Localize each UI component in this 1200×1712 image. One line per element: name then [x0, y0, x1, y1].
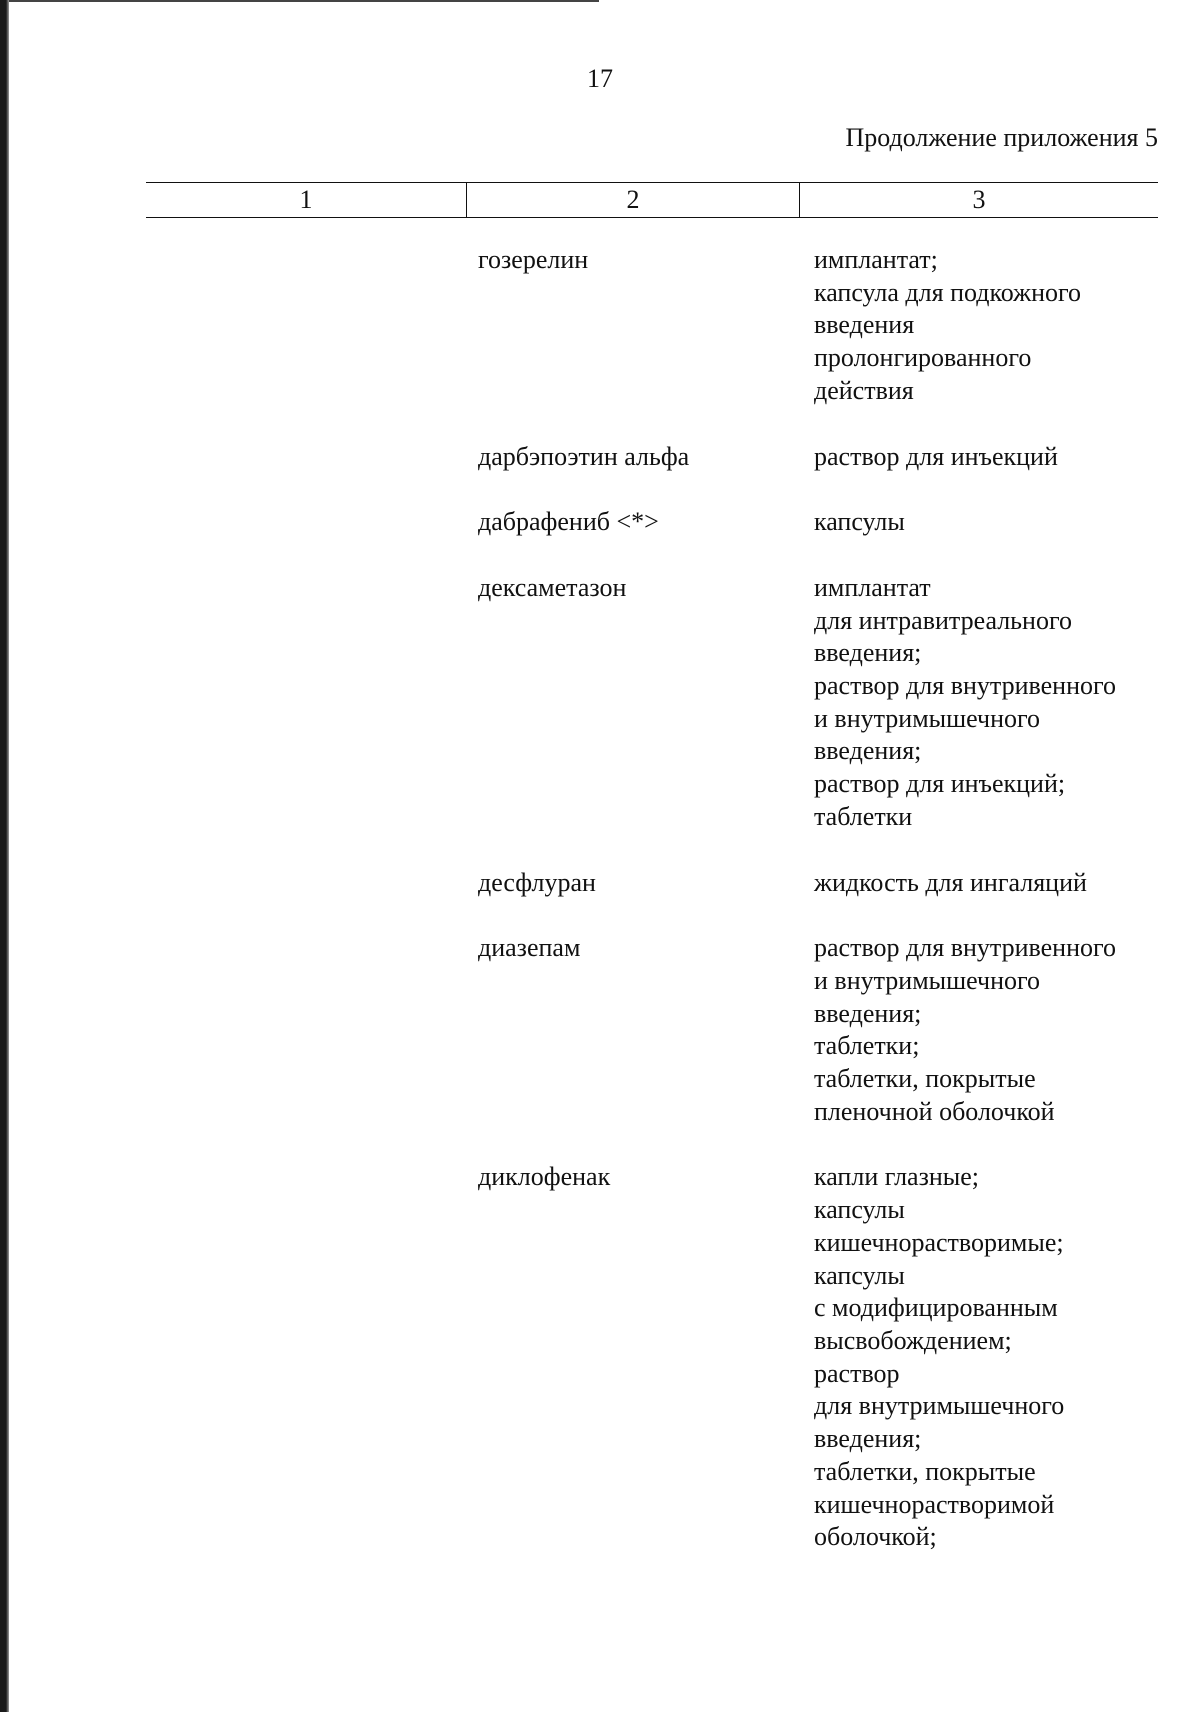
dosage-forms: [814, 506, 1174, 539]
dosage-form-line: введения: [814, 310, 915, 340]
table-row: [0, 867, 1200, 900]
dosage-form-line: таблетки, покрытые: [814, 1456, 1036, 1486]
dosage-form-line: введения;: [814, 1424, 922, 1454]
dosage-forms: [814, 867, 1174, 900]
dosage-form-line: капсулы: [814, 1195, 905, 1225]
dosage-form-line: и внутримышечного: [814, 965, 1041, 995]
drug-name: дабрафениб <*>: [478, 507, 659, 537]
dosage-form-line: раствор для внутривенного: [814, 933, 1116, 963]
dosage-form-line: для внутримышечного: [814, 1391, 1065, 1421]
dosage-form-line: для интравитреального: [814, 605, 1072, 635]
drug-name: дарбэпоэтин альфа: [478, 441, 690, 471]
dosage-form-line: и внутримышечного: [814, 703, 1041, 733]
table-row: [0, 1161, 1200, 1553]
dosage-form-line: раствор для инъекций;: [814, 769, 1066, 799]
table-row: [0, 932, 1200, 1128]
drug-name: гозерелин: [478, 245, 589, 274]
dosage-form-line: пролонгированного: [814, 343, 1032, 373]
dosage-form-line: капсула для подкожного: [814, 277, 1082, 307]
dosage-form-line: имплантат;: [814, 245, 938, 274]
dosage-form-line: раствор для внутривенного: [814, 671, 1116, 701]
drug-name: диазепам: [478, 933, 581, 963]
dosage-form-line: действия: [814, 375, 914, 405]
dosage-form-line: раствор для инъекций: [814, 441, 1058, 471]
dosage-form-line: кишечнорастворимой: [814, 1489, 1055, 1519]
dosage-form-line: высвобождением;: [814, 1325, 1012, 1355]
dosage-forms: [814, 244, 1174, 408]
dosage-form-line: введения;: [814, 998, 922, 1028]
drug-name: десфлуран: [478, 867, 596, 897]
dosage-form-line: введения;: [814, 736, 922, 766]
dosage-form-line: кишечнорастворимые;: [814, 1227, 1064, 1257]
dosage-form-line: жидкость для ингаляций: [814, 867, 1087, 897]
dosage-form-line: введения;: [814, 638, 922, 668]
dosage-form-line: таблетки: [814, 801, 913, 831]
table-header: [146, 182, 1158, 218]
page-number: 17: [587, 64, 613, 93]
scan-edge-top: [9, 0, 599, 2]
dosage-form-line: оболочкой;: [814, 1522, 937, 1552]
column-header-2: 2: [467, 183, 800, 217]
dosage-forms: [814, 441, 1174, 474]
dosage-form-line: капсулы: [814, 1260, 905, 1290]
appendix-label: Продолжение приложения 5: [845, 123, 1158, 152]
column-header-1: 1: [146, 183, 467, 217]
table-row: [0, 244, 1200, 408]
table-row: [0, 441, 1200, 474]
dosage-form-line: таблетки, покрытые: [814, 1064, 1036, 1094]
dosage-form-line: раствор: [814, 1358, 900, 1388]
dosage-form-line: таблетки;: [814, 1031, 920, 1061]
dosage-forms: [814, 1161, 1174, 1553]
drug-name: диклофенак: [478, 1162, 611, 1192]
dosage-form-line: имплантат: [814, 572, 931, 602]
table-row: [0, 572, 1200, 834]
table-body: [0, 244, 1200, 1587]
table-row: [0, 506, 1200, 539]
dosage-form-line: с модифицированным: [814, 1293, 1058, 1323]
drug-name: дексаметазон: [478, 572, 627, 602]
dosage-forms: [814, 932, 1174, 1128]
dosage-form-line: капсулы: [814, 507, 905, 537]
dosage-form-line: капли глазные;: [814, 1162, 980, 1192]
dosage-form-line: пленочной оболочкой: [814, 1096, 1055, 1126]
column-header-3: 3: [972, 185, 986, 214]
dosage-forms: [814, 572, 1174, 834]
